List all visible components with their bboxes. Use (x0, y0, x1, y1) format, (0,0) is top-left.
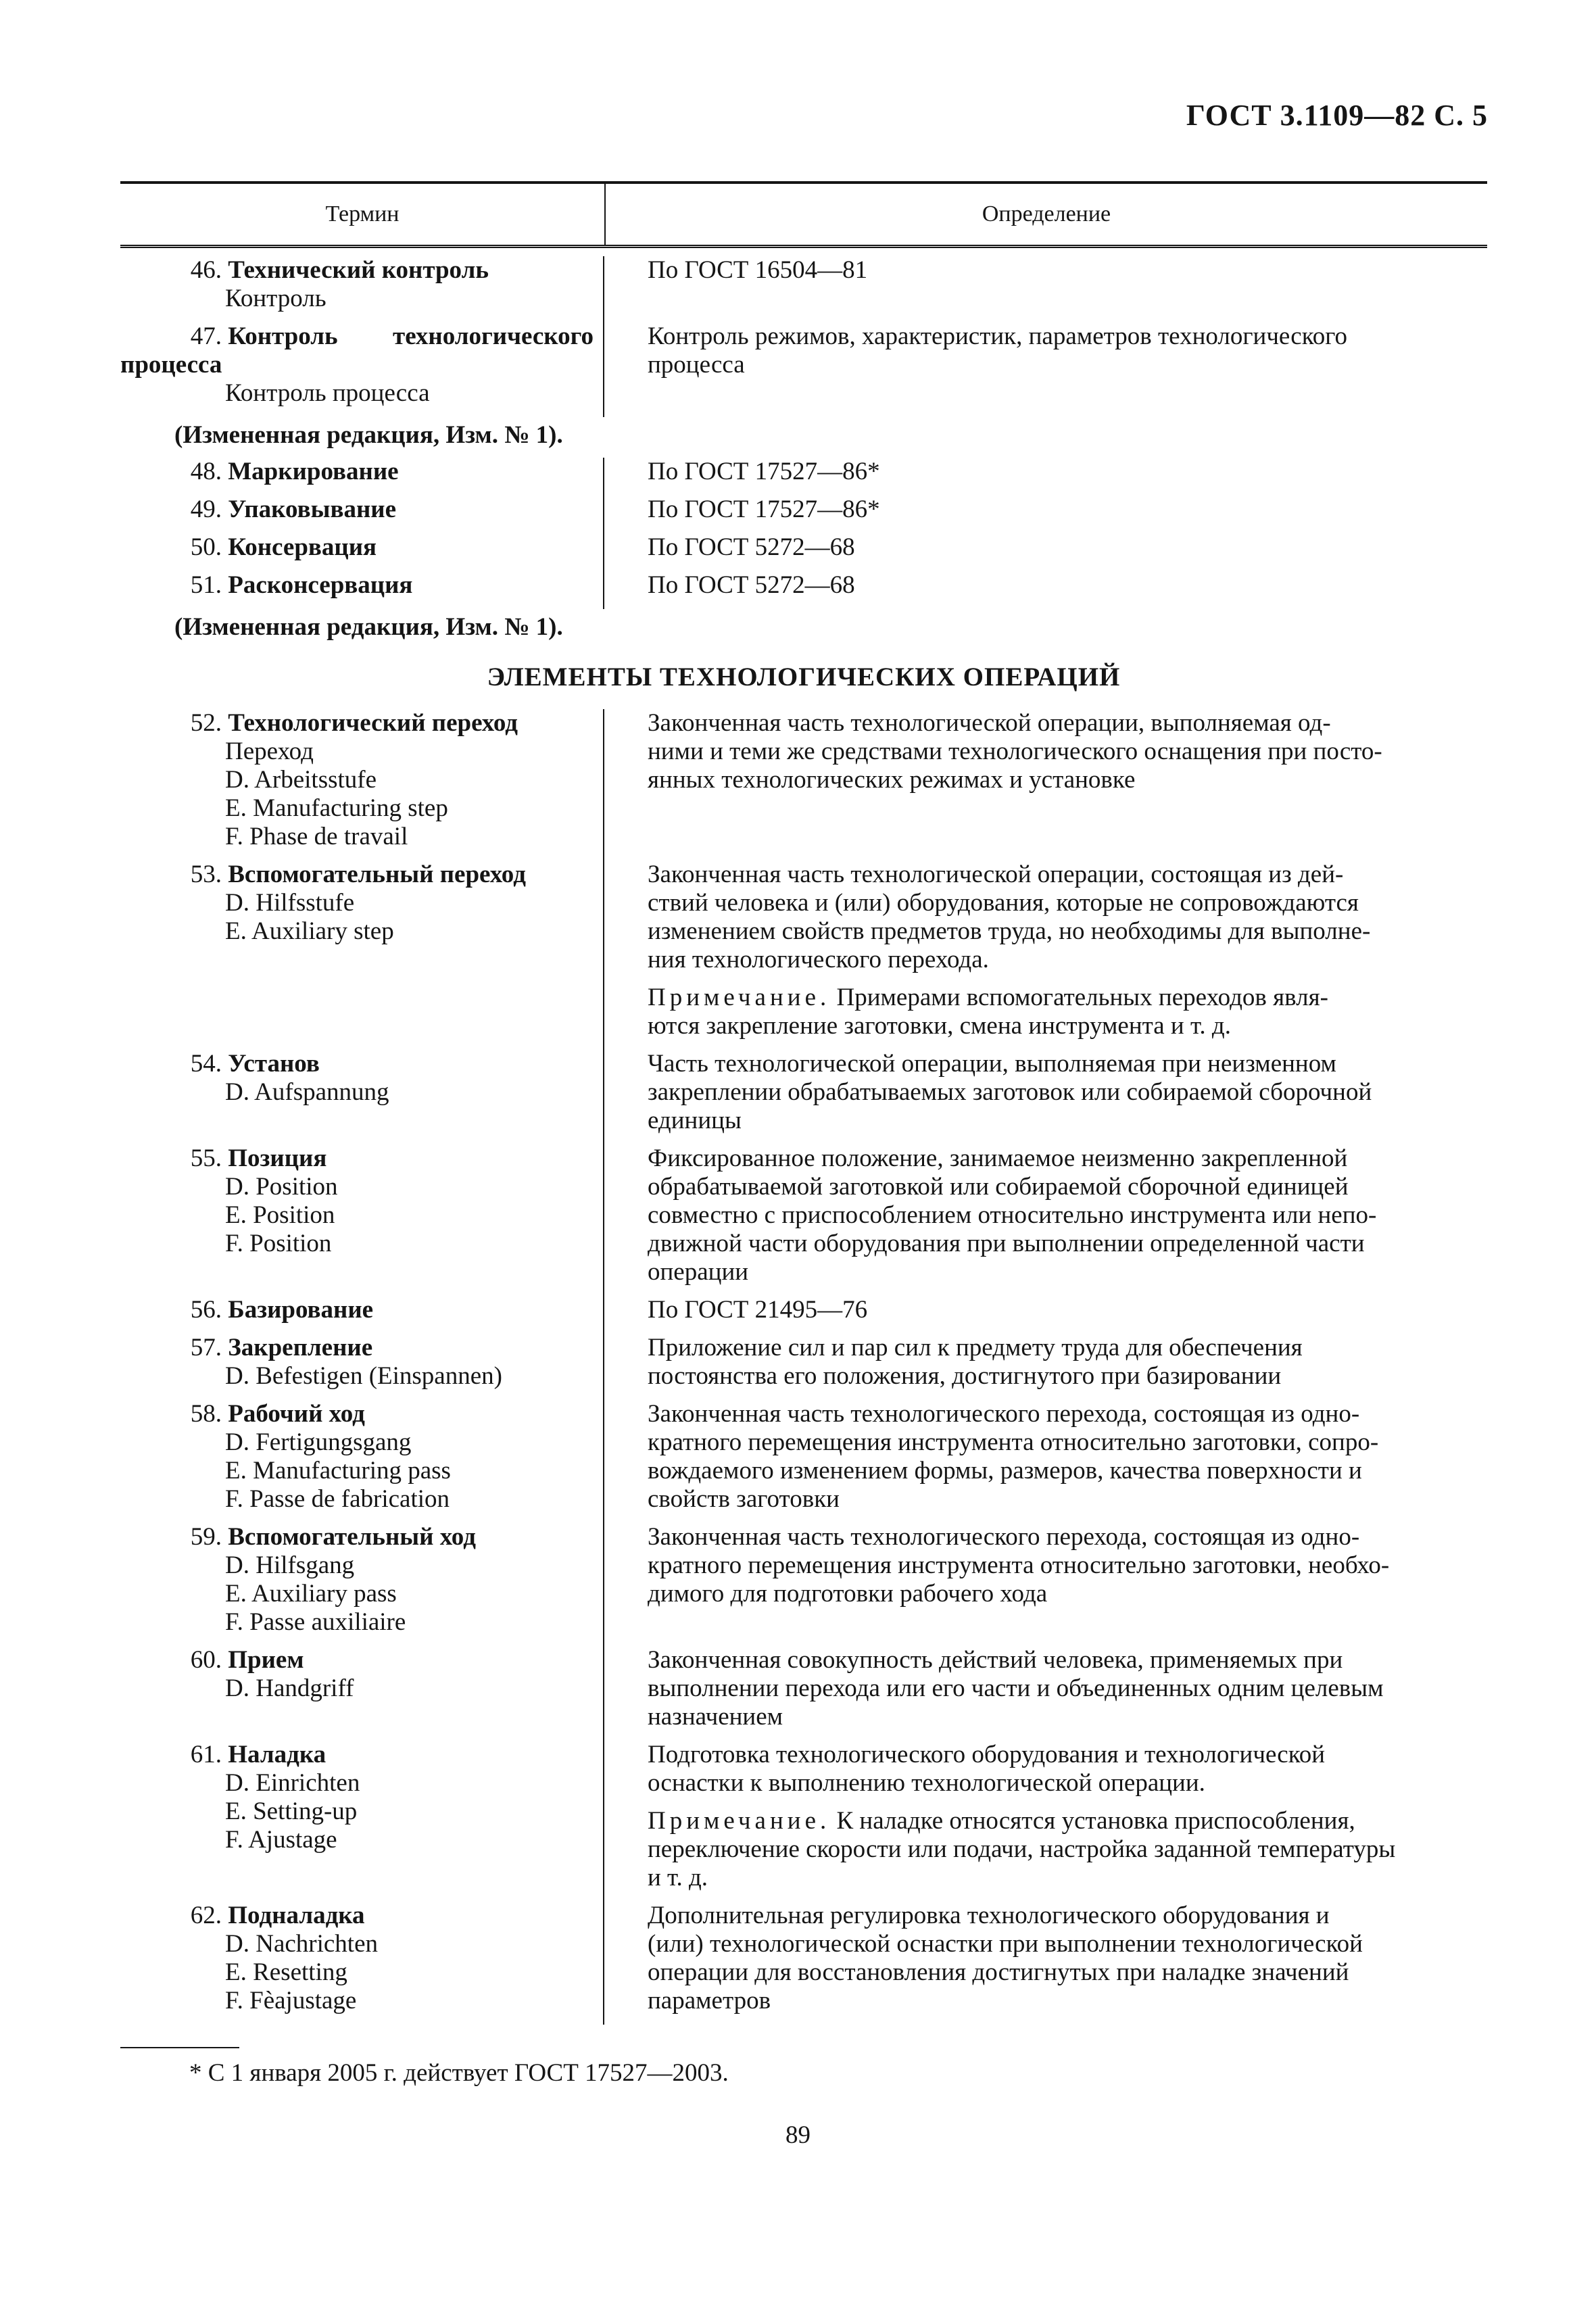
definition-cell: По ГОСТ 17527—86* (648, 496, 880, 523)
table-row (120, 571, 1487, 609)
term-cell (120, 1741, 604, 1902)
term-number: 47. (190, 322, 222, 350)
term-name: Установ (228, 1050, 320, 1078)
definition-text: выполнении перехода или его части и объединенных одним целевым (648, 1674, 1384, 1702)
definition-text: постоянства его положения, достигнутого при базировании (648, 1362, 1282, 1390)
term-name: Базирование (228, 1296, 374, 1324)
term-name: Рабочий ход (228, 1400, 365, 1428)
term-number: 62. (190, 1902, 222, 1929)
term-number: 52. (190, 709, 222, 737)
term-name: Консервация (228, 533, 377, 561)
term-synonym: F. Passe de fabrication (225, 1485, 450, 1513)
term-cell (120, 1296, 604, 1334)
term-synonym: D. Handgriff (225, 1674, 354, 1702)
term-cell (120, 1050, 604, 1144)
term-cell (120, 1523, 604, 1646)
term-cell (120, 533, 604, 571)
term-synonym: D. Einrichten (225, 1769, 360, 1797)
term-cell (120, 496, 604, 533)
term-synonym: E. Resetting (225, 1958, 347, 1986)
definition-text: кратного перемещения инструмента относительно заготовки, необхо- (648, 1551, 1390, 1579)
table-row (120, 322, 1487, 417)
definition-text: По ГОСТ 21495—76 (648, 1296, 868, 1324)
note-label: Примечание. (648, 984, 831, 1011)
definition-text: операции для восстановления достигнутых при наладке значений (648, 1958, 1349, 1986)
note-label: Примечание. (648, 1807, 831, 1835)
definition-text: операции (648, 1258, 749, 1286)
definition-text: процесса (648, 351, 745, 379)
definition-text: движной части оборудования при выполнении определенной части (648, 1230, 1365, 1257)
note-text: Примерами вспомогательных переходов явля- (836, 984, 1328, 1011)
term-synonym: D. Position (225, 1173, 338, 1201)
term-name: Технический контроль (228, 256, 489, 284)
definition-cell (604, 256, 1487, 322)
footnote: * С 1 января 2005 г. действует ГОСТ 17527—2003. (189, 2059, 729, 2087)
table-row (120, 1523, 1487, 1646)
definition-text: ствий человека и (или) оборудования, которые не сопровождаются (648, 889, 1359, 917)
term-cell (120, 571, 604, 609)
term-number: 58. (190, 1400, 222, 1428)
term-name: Вспомогательный переход (228, 861, 526, 888)
definition-text: Часть технологической операции, выполняемая при неизменном (648, 1050, 1336, 1078)
definition-text: Контроль режимов, характеристик, параметров технологического (648, 322, 1348, 350)
table-row (120, 458, 1487, 496)
note-text: и т. д. (648, 1864, 708, 1891)
edit-note: (Измененная редакция, Изм. № 1). (174, 421, 563, 449)
table-row (120, 1902, 1487, 2025)
definition-cell (604, 1741, 1487, 1902)
definition-cell (604, 322, 1487, 417)
table-row (120, 248, 1487, 322)
definition-text: Законченная часть технологической операции, выполняемая од- (648, 709, 1331, 737)
definition-text: ними и теми же средствами технологического оснащения при посто- (648, 738, 1382, 765)
term-synonym: D. Hilfsgang (225, 1551, 355, 1579)
term-cell (120, 1646, 604, 1741)
definition-cell (604, 1050, 1487, 1144)
table-row (120, 1334, 1487, 1400)
term-name-part: процесса (120, 351, 222, 379)
term-number: 53. (190, 861, 222, 888)
term-cell (120, 1334, 604, 1400)
table-row (120, 861, 1487, 1050)
definition-cell (604, 709, 1487, 861)
term-synonym: E. Auxiliary pass (225, 1580, 397, 1608)
term-synonym: F. Position (225, 1230, 332, 1257)
term-synonym: E. Auxiliary step (225, 917, 394, 945)
definition-text: обрабатываемой заготовкой или собираемой сборочной единицей (648, 1173, 1349, 1201)
definition-text: Приложение сил и пар сил к предмету труда для обеспечения (648, 1334, 1303, 1361)
footnote-divider (120, 2047, 239, 2048)
table-row (120, 533, 1487, 571)
terms-table (120, 181, 1487, 2025)
term-synonym: E. Manufacturing pass (225, 1457, 451, 1485)
table-row (120, 1400, 1487, 1523)
term-cell (120, 1400, 604, 1523)
note-text: К наладке относятся установка приспособления, (836, 1807, 1355, 1835)
term-synonym: F. Fèajustage (225, 1987, 357, 2015)
table-row (120, 1050, 1487, 1144)
definition-text: оснастки к выполнению технологической операции. (648, 1769, 1205, 1797)
term-name: Вспомогательный ход (228, 1523, 476, 1551)
definition-cell (604, 1296, 1487, 1334)
definition-text: свойств заготовки (648, 1485, 840, 1513)
term-cell (120, 1902, 604, 2025)
definition-text: параметров (648, 1987, 771, 2015)
term-synonym: Контроль процесса (225, 379, 430, 407)
term-number: 50. (190, 533, 222, 561)
page-number: 89 (785, 2121, 811, 2149)
term-number: 59. (190, 1523, 222, 1551)
definition-cell (604, 861, 1487, 1050)
term-name: Наладка (228, 1741, 327, 1768)
term-synonym: D. Fertigungsgang (225, 1428, 412, 1456)
definition-text: ния технологического перехода. (648, 946, 989, 973)
definition-text: Дополнительная регулировка технологического оборудования и (648, 1902, 1330, 1929)
column-header-term: Термин (120, 184, 606, 245)
term-number: 49. (190, 496, 222, 523)
note-text: ются закрепление заготовки, смена инструмента и т. д. (648, 1012, 1231, 1040)
definition-text: Законченная часть технологической операции, состоящая из дей- (648, 861, 1344, 888)
section-title: ЭЛЕМЕНТЫ ТЕХНОЛОГИЧЕСКИХ ОПЕРАЦИЙ (487, 662, 1121, 692)
term-name: Расконсервация (228, 571, 413, 599)
term-name: Технологический переход (228, 709, 518, 737)
term-synonym: Контроль (225, 285, 327, 312)
term-cell (120, 709, 604, 861)
definition-cell (604, 1646, 1487, 1741)
definition-cell (604, 1400, 1487, 1523)
term-cell (120, 256, 604, 322)
term-name-part: Контроль (228, 322, 338, 350)
term-name: Маркирование (228, 458, 399, 485)
document-header: ГОСТ 3.1109—82 С. 5 (1186, 99, 1488, 132)
term-name: Подналадка (228, 1902, 365, 1929)
table-row (120, 496, 1487, 533)
term-number: 48. (190, 458, 222, 485)
table-row (120, 1646, 1487, 1741)
term-number: 61. (190, 1741, 222, 1768)
term-number: 56. (190, 1296, 222, 1324)
definition-text: (или) технологической оснастки при выполнении технологической (648, 1930, 1363, 1958)
definition-text: совместно с приспособлением относительно инструмента или непо- (648, 1201, 1377, 1229)
term-cell (120, 322, 604, 417)
definition-cell: По ГОСТ 5272—68 (648, 533, 855, 561)
term-synonym: D. Aufspannung (225, 1078, 389, 1106)
definition-cell: По ГОСТ 5272—68 (648, 571, 855, 599)
table-row (120, 1296, 1487, 1334)
table-row (120, 1741, 1487, 1902)
note-text: переключение скорости или подачи, настройка заданной температуры (648, 1835, 1396, 1863)
definition-text: назначением (648, 1703, 783, 1731)
definition-text: Подготовка технологического оборудования и технологической (648, 1741, 1326, 1768)
term-synonym: Переход (225, 738, 314, 765)
term-synonym: D. Befestigen (Einspannen) (225, 1362, 502, 1390)
definition-note (648, 984, 1487, 1012)
term-name: Прием (228, 1646, 304, 1674)
term-synonym: D. Hilfsstufe (225, 889, 355, 917)
term-synonym: E. Manufacturing step (225, 794, 448, 822)
definition-text: По ГОСТ 16504—81 (648, 256, 868, 284)
definition-text: вождаемого изменением формы, размеров, качества поверхности и (648, 1457, 1362, 1485)
term-number: 54. (190, 1050, 222, 1078)
term-cell (120, 1144, 604, 1296)
term-name: Закрепление (228, 1334, 373, 1361)
table-row (120, 709, 1487, 861)
term-synonym: D. Arbeitsstufe (225, 766, 377, 794)
definition-text: янных технологических режимах и установке (648, 766, 1136, 794)
definition-note (648, 1807, 1487, 1835)
term-number: 57. (190, 1334, 222, 1361)
definition-text: Фиксированное положение, занимаемое неизменно закрепленной (648, 1144, 1348, 1172)
definition-text: единицы (648, 1107, 742, 1134)
table-row (120, 1144, 1487, 1296)
definition-text: изменением свойств предметов труда, но необходимы для выполне- (648, 917, 1371, 945)
definition-text: димого для подготовки рабочего хода (648, 1580, 1048, 1608)
column-header-definition: Определение (982, 201, 1111, 226)
definition-text: Законченная часть технологического перехода, состоящая из одно- (648, 1400, 1360, 1428)
term-number: 46. (190, 256, 222, 284)
term-number: 55. (190, 1144, 222, 1172)
edit-note: (Измененная редакция, Изм. № 1). (174, 613, 563, 641)
term-synonym: E. Setting-up (225, 1798, 358, 1825)
term-name: Упаковывание (228, 496, 397, 523)
definition-text: Законченная совокупность действий человека, применяемых при (648, 1646, 1343, 1674)
definition-cell (604, 1523, 1487, 1646)
term-synonym: F. Passe auxiliaire (225, 1608, 406, 1636)
term-synonym: F. Ajustage (225, 1826, 337, 1854)
term-number: 60. (190, 1646, 222, 1674)
table-header (120, 181, 1487, 248)
definition-text: закреплении обрабатываемых заготовок или собираемой сборочной (648, 1078, 1372, 1106)
definition-cell (604, 1902, 1487, 2025)
term-cell (120, 458, 604, 496)
definition-cell: По ГОСТ 17527—86* (648, 458, 880, 485)
term-name-part: технологического (393, 322, 594, 350)
term-cell (120, 861, 604, 1050)
term-synonym: D. Nachrichten (225, 1930, 379, 1958)
definition-text: кратного перемещения инструмента относительно заготовки, сопро- (648, 1428, 1379, 1456)
definition-cell (604, 1144, 1487, 1296)
term-number: 51. (190, 571, 222, 599)
definition-cell (604, 1334, 1487, 1400)
term-synonym: F. Phase de travail (225, 823, 408, 850)
term-name: Позиция (228, 1144, 327, 1172)
term-synonym: E. Position (225, 1201, 335, 1229)
definition-text: Законченная часть технологического перехода, состоящая из одно- (648, 1523, 1360, 1551)
